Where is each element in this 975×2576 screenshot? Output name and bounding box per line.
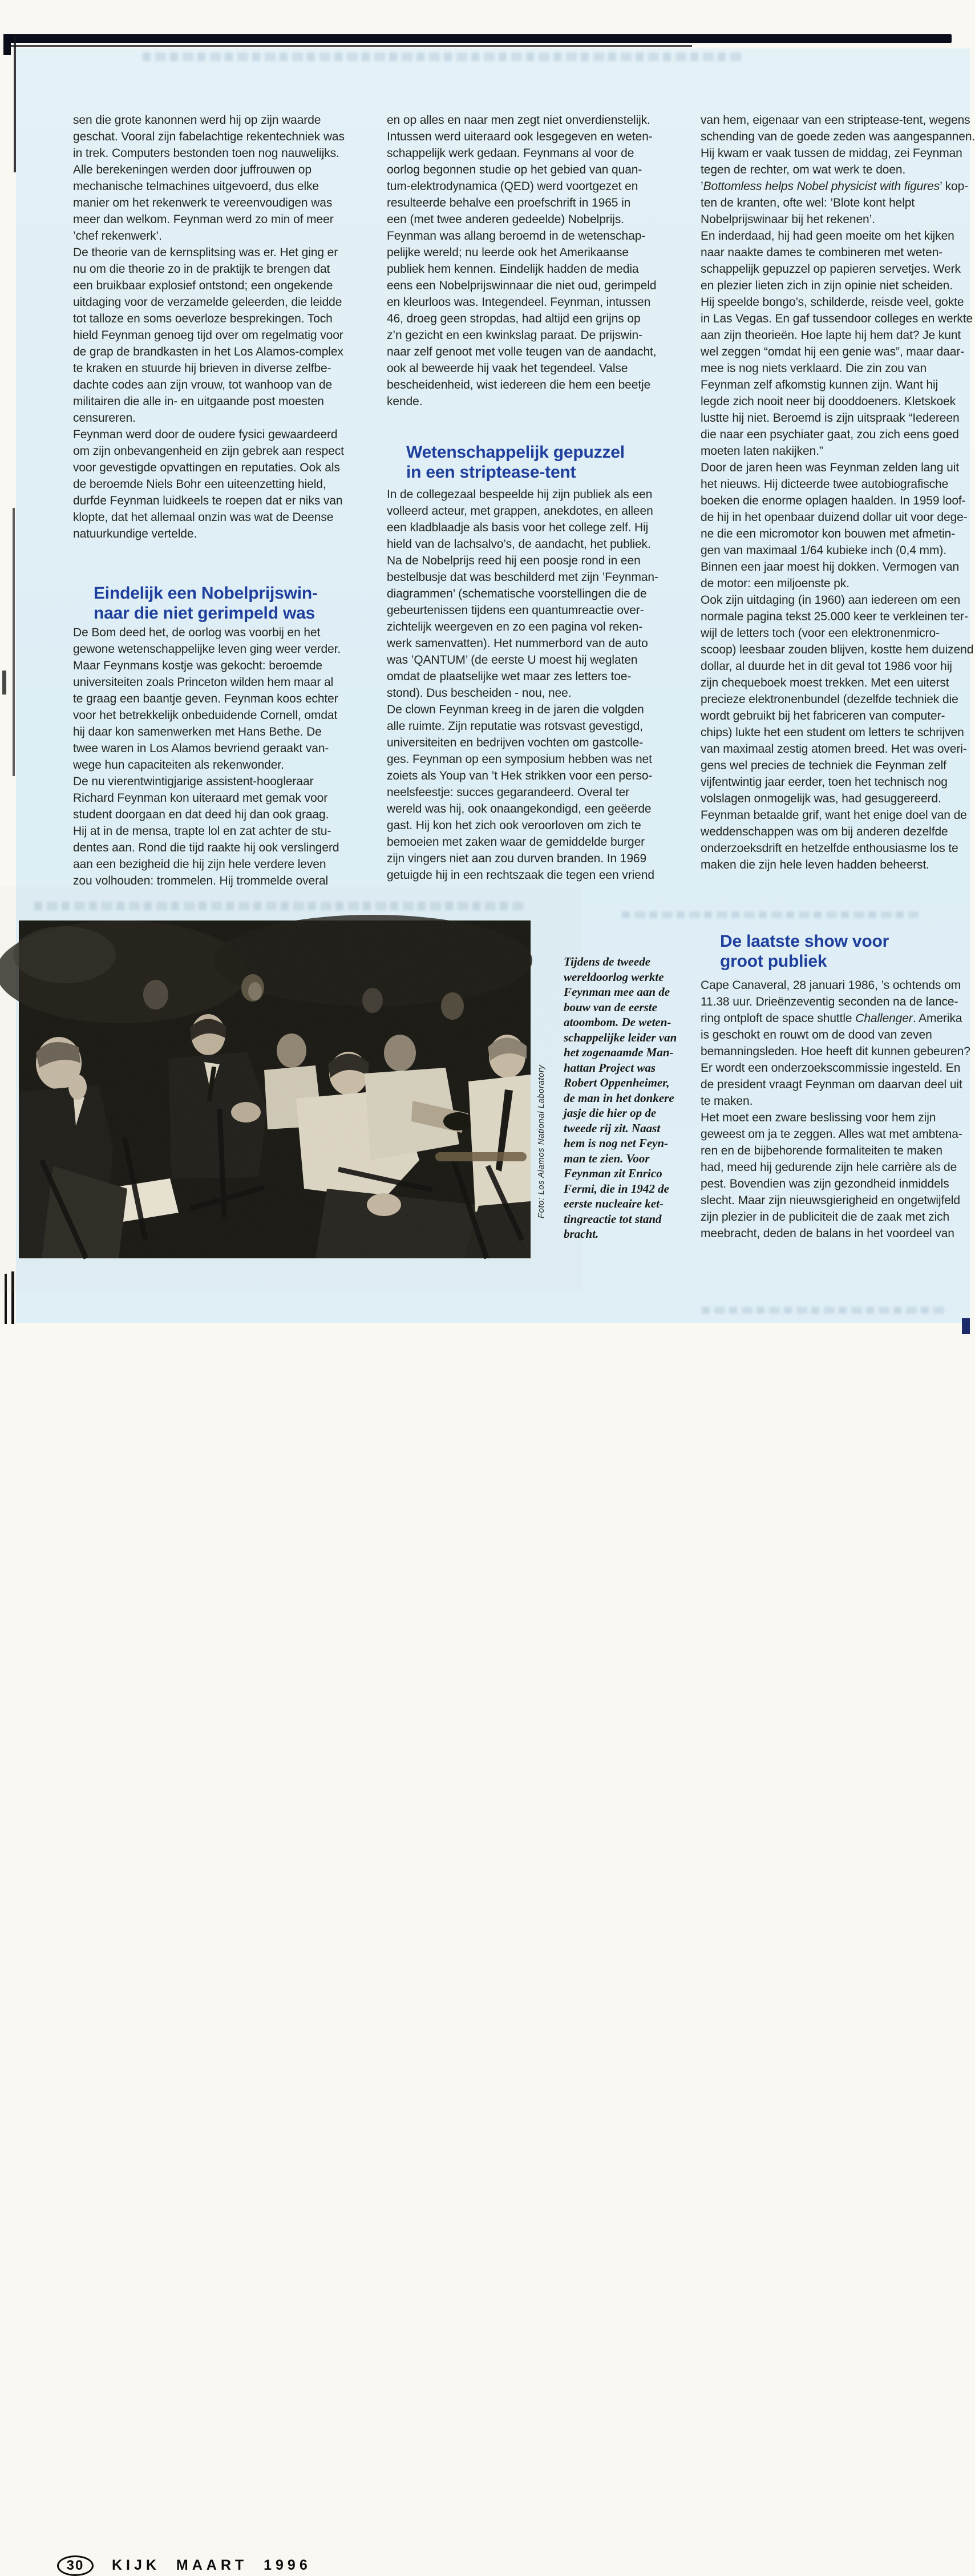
page-corner-blue-mark	[962, 1318, 970, 1334]
text-line: vijfentwintig jaar eerder, toen het technisch nog	[701, 776, 948, 789]
text-line: bescheidenheid, wist iedereen die hem een beetje	[387, 378, 651, 391]
text-line: uitdaging voor de verzamelde geleerden, die leidde	[73, 296, 342, 309]
text-line: was ’QANTUM’ (de eerste U moest hij weglaten	[387, 653, 638, 667]
column-2-paragraph-1	[387, 112, 671, 410]
text-line: Na de Nobelprijs reed hij een poosje rond in een	[387, 554, 641, 567]
text-line: pest. Bovendien was zijn gezondheid inmiddels	[701, 1177, 949, 1190]
text-line: ten de kranten, ofte wel: ’Blote kont helpt	[701, 196, 915, 209]
text-line: te kraken en stuurde hij brieven in diverse zelfbe-	[73, 362, 331, 375]
text-line: de beroemde Niels Bohr een uiteenzetting hield,	[73, 478, 326, 491]
text-line: naar die niet gerimpeld was	[94, 604, 315, 623]
text-line: in Las Vegas. En gaf tussendoor colleges en werkte	[701, 312, 973, 325]
text-line: van hem, eigenaar van een striptease-tent, wegens	[701, 114, 970, 127]
text-line: een bruikbaar explosief ontstond; een ongekende	[73, 279, 333, 292]
text-line: Binnen een jaar moest hij dokken. Vermogen van	[701, 560, 960, 574]
page-number-badge: 30	[57, 2555, 94, 2576]
text-line: en kleurloos was. Integendeel. Feynman, intussen	[387, 296, 651, 309]
text-line: Hij kwam er vaak tussen de middag, zei Feynman	[701, 147, 962, 160]
text-line: De laatste show voor	[720, 932, 889, 951]
text-line: kende.	[387, 395, 423, 408]
text-line: ren en de bijbehorende formaliteiten te maken	[701, 1144, 942, 1157]
text-line: oorlog begonnen studie op het gebied van quan-	[387, 163, 642, 176]
text-line: zichtelijk weergeven en zo een pagina vol reken-	[387, 620, 643, 633]
text-line: pelijke wereld; nu leerde ook het Amerikaanse	[387, 246, 629, 259]
text-line: naar zelf genoot met volle teugen van de aandacht,	[387, 345, 657, 358]
text-line: z’n gezicht en een kwinkslag paraat. De prijswin-	[387, 329, 642, 342]
text-line: naar naakte dames te combineren met weten-	[701, 246, 943, 259]
text-line: schappelijk werk gedaan. Feynmans al voor de	[387, 147, 634, 160]
text-line: meebracht, deden de balans in het voordeel van	[701, 1227, 954, 1240]
column-1-paragraph-1	[73, 112, 356, 542]
text-line: mee is nog niets verklaard. Die zin zou van	[701, 362, 927, 375]
text-line: wel zeggen “omdat hij een genie was”, maar daar-	[701, 345, 965, 358]
text-line: man te zien. Voor	[564, 1151, 650, 1165]
text-line: en op alles en naar men zegt niet onverdienstelijk.	[387, 114, 650, 127]
text-line: Maar Feynmans kostje was gekocht: beroemde	[73, 659, 323, 672]
text-line: dachte codes aan zijn vrouw, tot wanhoop van de	[73, 378, 333, 391]
scan-corner-artifact	[3, 34, 11, 55]
text-line: Ook zijn uitdaging (in 1960) aan iedereen om een	[701, 593, 961, 607]
text-line: universiteiten zoals Princeton wilden hem maar al	[73, 676, 334, 689]
text-line: werk samenvatten). Het nummerbord van de auto	[387, 637, 648, 650]
text-line: neelsfeestje: succes gegarandeerd. Overal ter	[387, 786, 630, 799]
photo-credit: Foto: Los Alamos National Laboratory	[536, 1064, 546, 1218]
magazine-name-and-date: KIJK MAART 1996	[112, 2557, 311, 2573]
text-line: had, meed hij gedurende zijn hele carrière als de	[701, 1161, 957, 1174]
text-line: ’Bottomless helps Nobel physicist with figures’ kop-	[701, 180, 969, 193]
text-line: bemanningsleden. Hoe heeft dit kunnen gebeuren?	[701, 1045, 970, 1058]
text-line: eerste nucleaire ket-	[564, 1197, 664, 1210]
text-line: hield Feynman genoeg tijd over om regelmatig voor	[73, 329, 343, 342]
text-line: ges. Feynman op een symposium hebben was net	[387, 753, 652, 766]
text-line: het zogenaamde Man-	[564, 1045, 674, 1059]
text-line: tweede rij zit. Naast	[564, 1121, 661, 1135]
text-line: mechanische telmachines uitgevoerd, dus elke	[73, 180, 319, 193]
page-top-edge-rule	[3, 34, 952, 43]
text-line: precieze elektronenbundel (dezelfde techniek die	[701, 693, 958, 706]
text-line: En inderdaad, hij had geen moeite om het kijken	[701, 229, 954, 243]
text-line: hem is nog net Feyn-	[564, 1136, 669, 1150]
text-line: durfde Feynman luidkeels te roepen dat er niks van	[73, 494, 343, 507]
text-line: Eindelijk een Nobelprijswin-	[94, 584, 318, 603]
photo-caption	[564, 954, 701, 1242]
text-line: boeken die enorme oplagen haalden. In 1959 loof-	[701, 494, 966, 507]
text-line: aan een bezigheid die hij zijn hele verdere leven	[73, 858, 326, 871]
text-line: het nieuws. Hij dicteerde twee autobiografische	[701, 478, 949, 491]
text-line: dollar, al duurde het in dit geval tot 1986 voor hij	[701, 660, 952, 673]
text-line: ring ontploft de space shuttle Challenger. Amerika	[701, 1012, 962, 1025]
text-line: hij daar kon samenwerken met Hans Bethe. De	[73, 725, 322, 738]
text-line: ook al beweerde hij vaak het tegendeel. Valse	[387, 362, 628, 375]
text-line: Het moet een zware beslissing voor hem zijn	[701, 1111, 936, 1124]
text-line: schending van de goede zeden was aangespannen.	[701, 130, 975, 143]
text-line: voor gevestigde opvattingen en reputaties. Ook als	[73, 461, 340, 474]
text-line: legde zich nooit neer bij dooddoeners. Kletskoek	[701, 395, 956, 408]
text-line: omdat de plaatselijke wet maar zes letters toe-	[387, 670, 632, 683]
text-line: voor het betrekkelijk onbeduidende Cornell, omdat	[73, 709, 338, 722]
text-line: militairen die alle in- en uitgaande post moesten	[73, 395, 324, 408]
text-line: universiteiten en bedrijven vochten om gastcolle-	[387, 736, 644, 749]
text-line: is geschokt en rouwt om de dood van zeven	[701, 1028, 932, 1041]
text-line: eens een Nobelprijswinnaar die niet oud, gerimpeld	[387, 279, 657, 292]
text-line: Hij speelde bongo’s, schilderde, reisde veel, gokte	[701, 296, 964, 309]
column-3-paragraph-1	[701, 112, 975, 873]
text-line: De clown Feynman kreeg in de jaren die volgden	[387, 703, 644, 716]
text-line: 46, droeg geen stropdas, had altijd een grijns op	[387, 312, 641, 325]
text-line: publiek hem kennen. Eindelijk hadden de media	[387, 263, 639, 276]
ghost-print-artifact	[702, 1307, 947, 1314]
text-line: geschat. Vooral zijn fabelachtige rekentechniek was	[73, 130, 345, 143]
text-line: Intussen werd uiteraard ook lesgegeven en weten-	[387, 130, 653, 143]
text-line: Hij at in de mensa, trapte lol en zat achter de stu-	[73, 825, 331, 838]
text-line: meer dan welkom. Feynman werd zo min of meer	[73, 213, 334, 226]
heading-last-show	[720, 931, 889, 971]
text-line: schappelijke leider van	[564, 1030, 677, 1044]
text-line: om zijn onbevangenheid en zijn gebrek aan respect	[73, 445, 344, 458]
photo-los-alamos-audience	[19, 920, 531, 1258]
text-line: volleerd acteur, met grappen, anekdotes, en alleen	[387, 504, 653, 518]
text-line: Feynman zelf afkomstig kunnen zijn. Want hij	[701, 378, 938, 391]
text-line: Wetenschappelijk gepuzzel	[406, 443, 625, 462]
text-line: in een striptease-tent	[406, 463, 576, 482]
text-line: Feynman zit Enrico	[564, 1166, 662, 1180]
column-2-paragraph-2	[387, 486, 671, 883]
text-line: bouw van de eerste	[564, 1000, 657, 1014]
text-line: Feynman werd door de oudere fysici gewaardeerd	[73, 428, 338, 441]
photo-illustration	[19, 920, 531, 1258]
text-line: gast. Hij kon het zich ook veroorloven om zich te	[387, 819, 641, 832]
text-line: een (met twee anderen gedeelde) Nobelprijs.	[387, 213, 624, 226]
text-line: Er wordt een onderzoekscommissie ingesteld. En	[701, 1061, 961, 1075]
heading-nobel-prize-winner	[94, 583, 318, 623]
text-line: resulteerde behalve een proefschrift in 1965 in	[387, 196, 631, 209]
text-line: zoiets als Youp van ’t Hek strikken voor een perso-	[387, 769, 653, 782]
page-top-edge-rule-thin	[5, 45, 692, 47]
text-line: wereldoorlog werkte	[564, 970, 664, 984]
text-line: chips) lukte het een student om letters te schrijven	[701, 726, 964, 739]
text-line: atoombom. De weten-	[564, 1015, 671, 1029]
text-line: de president vraagt Feynman om daarvan deel uit	[701, 1078, 962, 1091]
ghost-print-artifact	[143, 53, 742, 61]
text-line: Alle berekeningen werden door juffrouwen op	[73, 163, 311, 176]
text-line: Door de jaren heen was Feynman zelden lang uit	[701, 461, 960, 474]
text-line: wijl de letters toch (voor een elektronenmicro-	[701, 627, 940, 640]
text-line: in trek. Computers bestonden toen nog nauwelijks.	[73, 147, 339, 160]
text-line: lustte hij niet. Beroemd is zijn uitspraak “Iedereen	[701, 411, 960, 425]
text-line: student doorgaan en dat deed hij dan ook graag.	[73, 808, 329, 821]
page-footer	[0, 1277, 399, 2573]
text-line: jasje die hier op de	[564, 1106, 657, 1120]
text-line: klopte, dat het allemaal onzin was wat de Deense	[73, 511, 334, 524]
text-line: onderzoeksdrift en hetzelfde enthousiasme los te	[701, 842, 958, 855]
text-line: aan zijn theorieën. Hoe lapte hij hem dat? Je kunt	[701, 329, 961, 342]
text-line: bemoeien met zaken waar de gemiddelde burger	[387, 835, 645, 849]
text-line: In de collegezaal bespeelde hij zijn publiek als een	[387, 488, 653, 501]
text-line: De theorie van de kernsplitsing was er. Het ging er	[73, 246, 338, 259]
text-line: bracht.	[564, 1227, 599, 1241]
text-line: censureren.	[73, 411, 136, 425]
text-line: twee waren in Los Alamos bevriend geraakt van-	[73, 742, 329, 755]
text-line: bestelbusje dat was beschilderd met zijn ’Feynman-	[387, 571, 658, 584]
text-line: hield van de lachsalvo’s, de aandacht, het publiek.	[387, 538, 651, 551]
text-line: 11.38 uur. Drieënzeventig seconden na de lance-	[701, 995, 958, 1008]
text-line: te graag een baantje geven. Feynman koos echter	[73, 692, 338, 705]
text-line: Richard Feynman kon uiteraard met gemak voor	[73, 792, 328, 805]
text-line: normale pagina tekst 25.000 keer te verkleinen ter-	[701, 610, 968, 623]
text-line: scoop) leesbaar zouden blijven, kostte hem duizend	[701, 643, 974, 656]
text-line: gewone wetenschappelijke leven ging weer verder.	[73, 643, 341, 656]
text-line: de motor: een miljoenste pk.	[701, 577, 850, 590]
text-line: die naar een psychiater gaat, zou zich eens goed	[701, 428, 959, 441]
text-line: volslagen onmogelijk was, had gesuggereerd.	[701, 792, 941, 805]
text-line: gens wel precies de techniek die Feynman zelf	[701, 759, 946, 772]
text-line: getuigde hij in een rechtszaak die tegen een vriend	[387, 869, 654, 882]
heading-scientific-puzzling	[406, 442, 625, 482]
text-line: zijn plezier in de publiciteit die de zaak met zich	[701, 1210, 950, 1224]
text-line: Nobelprijswinaar bij het rekenen’.	[701, 213, 875, 226]
text-line: zijn vingers niet aan zou durven branden. In 1969	[387, 852, 647, 865]
text-line: nu om die theorie zo in de praktijk te brengen dat	[73, 263, 330, 276]
text-line: tot talloze en soms oeverloze besprekingen. Toch	[73, 312, 333, 325]
text-line: te maken.	[701, 1095, 753, 1108]
text-line: een kladblaadje als basis voor het college zelf. Hij	[387, 521, 649, 534]
text-line: tingreactie tot stand	[564, 1212, 662, 1226]
ghost-print-artifact	[622, 911, 919, 918]
text-line: alle ruimte. Zijn reputatie was rotsvast gevestigd,	[387, 720, 643, 733]
text-line: de man in het donkere	[564, 1091, 674, 1105]
text-line: wereld was hij, ook onaangekondigd, een geëerde	[387, 802, 652, 815]
text-line: dentes aan. Rond die tijd raakte hij ook verslingerd	[73, 841, 339, 854]
text-line: Feynman was allang beroemd in de wetenschap-	[387, 229, 646, 243]
text-line: geweest om ja te zeggen. Alles wat met ambtena-	[701, 1128, 962, 1141]
text-line: zou volhouden: trommelen. Hij trommelde overal	[73, 874, 329, 887]
text-line: Fermi, die in 1942 de	[564, 1181, 669, 1196]
text-line: van maximaal zestig atomen breed. Het was overi-	[701, 742, 967, 756]
text-line: groot publiek	[720, 952, 827, 971]
scan-edge-artifact	[13, 508, 15, 776]
text-line: sen die grote kanonnen werd hij op zijn waarde	[73, 114, 321, 127]
text-line: de grap de brandkasten in het Los Alamos-complex	[73, 345, 343, 358]
text-line: hattan Project was	[564, 1060, 656, 1075]
text-line: Robert Oppenheimer,	[564, 1076, 670, 1089]
text-line: Tijdens de tweede	[564, 955, 651, 968]
scan-bottom-margin	[0, 1324, 970, 1334]
text-line: wege hun capaciteiten als rekenwonder.	[73, 758, 284, 772]
text-line: weddenschappen was om bij anderen dezelfde	[701, 825, 948, 838]
column-3-paragraph-2	[701, 977, 970, 1242]
scan-edge-artifact	[14, 35, 16, 172]
text-line: tegen de rechter, om wat werk te doen.	[701, 163, 906, 176]
text-line: ne die een micromotor kon bouwen met afmetin-	[701, 527, 956, 540]
text-line: maken die zijn hele leven hadden beheerst.	[701, 858, 929, 871]
scan-edge-artifact	[2, 671, 6, 695]
text-line: moeten laten nakijken.”	[701, 445, 823, 458]
text-line: slecht. Maar zijn nieuwsgierigheid en ongetwijfeld	[701, 1194, 960, 1207]
text-line: stond). Dus bescheiden - nou, nee.	[387, 687, 572, 700]
text-line: tum-elektrodynamica (QED) werd voortgezet en	[387, 180, 638, 193]
text-line: gebeurtenissen tijdens een quantumreactie over-	[387, 604, 644, 617]
text-line: Feynman betaalde grif, want het enige doel van de	[701, 809, 967, 822]
text-line: schappelijk gepuzzel op papieren servetjes. Werk	[701, 263, 961, 276]
text-line: manier om het rekenwerk te vereenvoudigen was	[73, 196, 333, 209]
column-1-paragraph-2	[73, 624, 356, 889]
text-line: De nu vierentwintigjarige assistent-hoogleraar	[73, 775, 314, 788]
text-line: diagrammen’ (schematische voorstellingen die de	[387, 587, 647, 600]
text-line: Cape Canaveral, 28 januari 1986, ’s ochtends om	[701, 979, 961, 992]
text-line: en plezier lieten zich in zijn opinie niet scheiden.	[701, 279, 953, 292]
text-line: De Bom deed het, de oorlog was voorbij en het	[73, 626, 321, 639]
text-line: wordt gebruikt bij het fabriceren van computer-	[701, 709, 945, 722]
text-line: zijn chequeboek moest trekken. Met een uiterst	[701, 676, 949, 689]
text-line: natuurkundige vertelde.	[73, 527, 197, 540]
text-line: de hij in het openbaar duizend dollar uit voor dege-	[701, 511, 968, 524]
text-line: ’chef rekenwerk’.	[73, 229, 162, 243]
text-line: Feynman mee aan de	[564, 985, 670, 999]
text-line: gen van maximaal 1/64 kubieke inch (0,4 mm).	[701, 544, 946, 557]
ghost-print-artifact	[34, 902, 525, 910]
